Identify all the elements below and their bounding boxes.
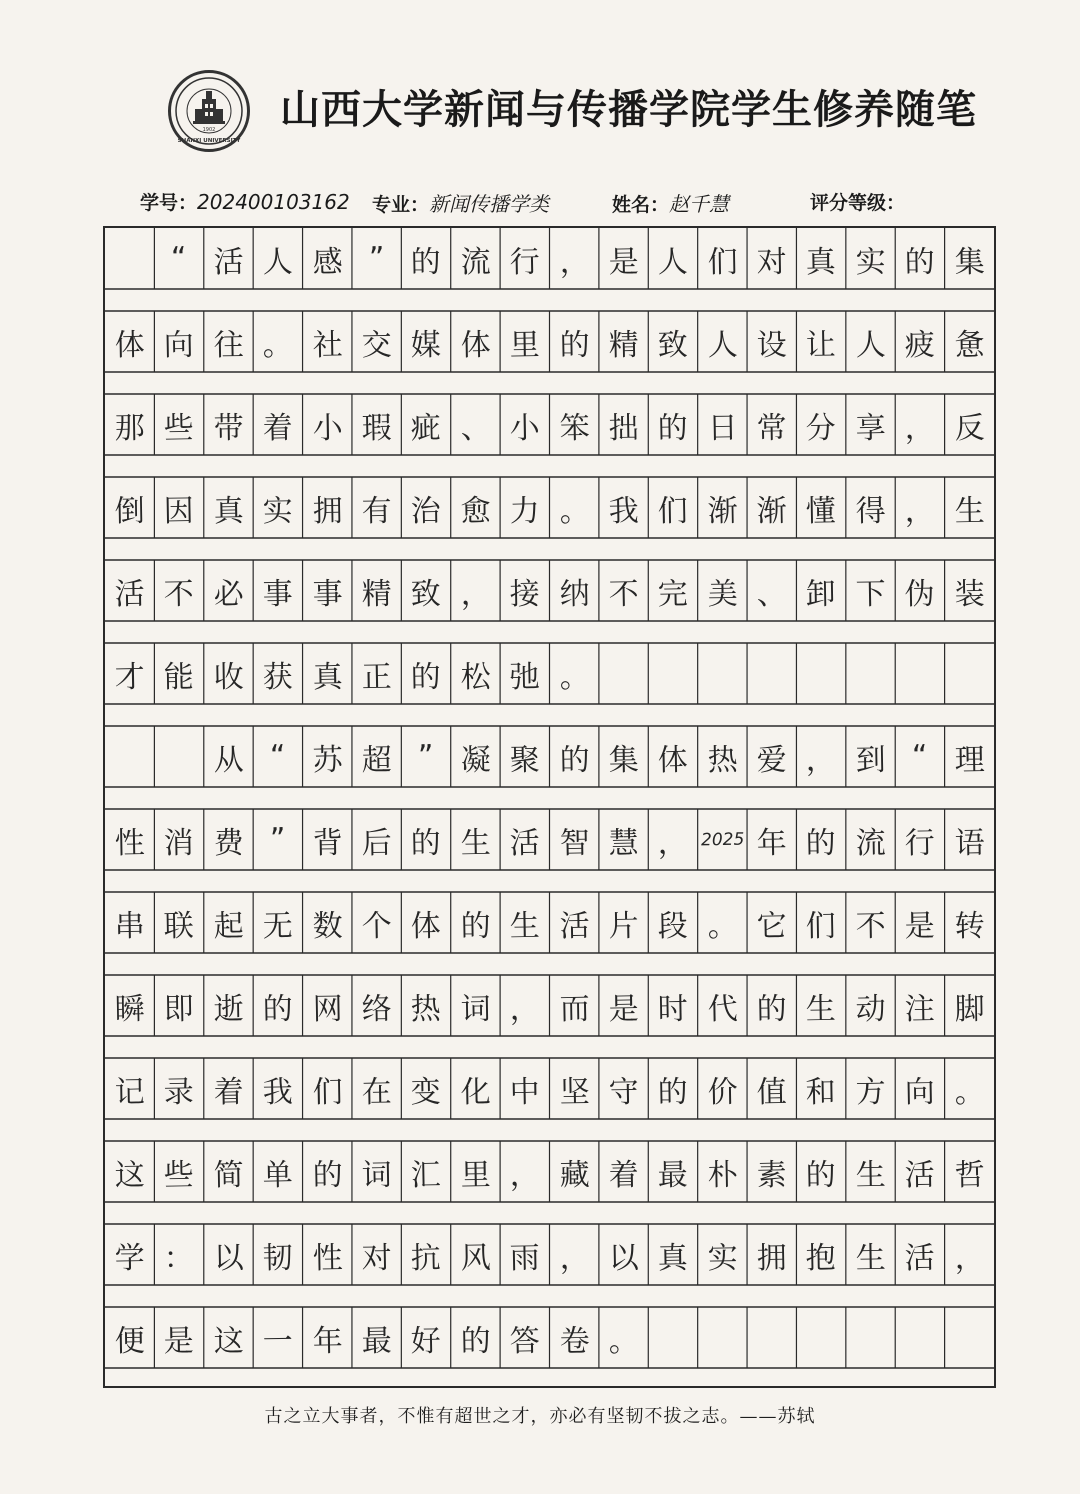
essay-char: 交 bbox=[361, 327, 392, 363]
essay-char: 卷 bbox=[558, 1323, 590, 1359]
essay-char: 热 bbox=[707, 742, 738, 778]
essay-char: 、 bbox=[460, 410, 491, 446]
essay-char: 活 bbox=[509, 825, 541, 861]
essay-char: 录 bbox=[163, 1074, 195, 1110]
major-field bbox=[372, 188, 549, 217]
essay-char: ， bbox=[509, 1157, 541, 1193]
essay-char: 的 bbox=[657, 410, 689, 446]
essay-char: 代 bbox=[707, 991, 738, 1027]
essay-char: 精 bbox=[361, 576, 392, 612]
university-logo bbox=[168, 70, 250, 152]
essay-char: ： bbox=[163, 1240, 195, 1276]
essay-line bbox=[105, 394, 994, 455]
essay-char: 常 bbox=[756, 410, 788, 446]
essay-char: 守 bbox=[608, 1074, 639, 1110]
essay-char: 有 bbox=[361, 493, 392, 529]
essay-char: 。 bbox=[558, 659, 590, 695]
essay-char: 时 bbox=[657, 991, 689, 1027]
essay-char: 活 bbox=[213, 244, 244, 280]
essay-char: 答 bbox=[509, 1323, 541, 1359]
essay-char: 着 bbox=[213, 1074, 244, 1110]
essay-char: 笨 bbox=[558, 410, 590, 446]
page-title: 山西大学新闻与传播学院学生修养随笔 bbox=[280, 86, 977, 133]
essay-char: 们 bbox=[311, 1074, 343, 1110]
essay-char: 简 bbox=[213, 1157, 244, 1193]
essay-char: 的 bbox=[657, 1074, 689, 1110]
essay-char: 络 bbox=[361, 991, 392, 1027]
essay-char: 好 bbox=[410, 1323, 442, 1359]
essay-char: 体 bbox=[410, 908, 442, 944]
essay-char: 逝 bbox=[213, 991, 244, 1027]
student-id-value: 202400103162 bbox=[197, 190, 350, 214]
essay-char: 些 bbox=[163, 410, 195, 446]
essay-char: 里 bbox=[460, 1157, 491, 1193]
essay-char: 下 bbox=[855, 576, 886, 612]
essay-char: 串 bbox=[114, 908, 146, 944]
essay-char: 聚 bbox=[509, 742, 541, 778]
essay-char: 词 bbox=[460, 991, 491, 1027]
essay-char: 卸 bbox=[805, 576, 837, 612]
essay-char: 体 bbox=[657, 742, 689, 778]
essay-char: 理 bbox=[954, 742, 985, 778]
essay-char: 网 bbox=[311, 991, 343, 1027]
essay-char: 汇 bbox=[410, 1157, 442, 1193]
essay-char: 中 bbox=[509, 1074, 541, 1110]
essay-char: 渐 bbox=[756, 493, 788, 529]
essay-char: 素 bbox=[756, 1157, 788, 1193]
essay-char: 拙 bbox=[608, 410, 639, 446]
essay-char: 流 bbox=[460, 244, 491, 280]
essay-char: 年 bbox=[756, 825, 788, 861]
essay-char: 的 bbox=[756, 991, 788, 1027]
essay-char: 脚 bbox=[954, 991, 985, 1027]
essay-char: ， bbox=[805, 742, 837, 778]
logo-text: SHANXI UNIVERSITY bbox=[177, 138, 241, 144]
essay-char: 。 bbox=[608, 1323, 639, 1359]
essay-char: 事 bbox=[262, 576, 294, 612]
essay-char: 收 bbox=[213, 659, 244, 695]
essay-char: 致 bbox=[657, 327, 689, 363]
essay-char: 变 bbox=[410, 1074, 442, 1110]
essay-char: 我 bbox=[608, 493, 639, 529]
essay-char: 必 bbox=[213, 576, 244, 612]
essay-char: 往 bbox=[213, 327, 244, 363]
essay-char: 这 bbox=[213, 1323, 244, 1359]
essay-char: 分 bbox=[805, 410, 837, 446]
essay-line bbox=[105, 892, 994, 953]
essay-char: 力 bbox=[509, 493, 541, 529]
name-label: 姓名： bbox=[612, 194, 670, 216]
essay-line bbox=[105, 1307, 994, 1368]
essay-char: 抱 bbox=[805, 1240, 837, 1276]
essay-char: 体 bbox=[460, 327, 491, 363]
essay-char: 一 bbox=[262, 1323, 294, 1359]
essay-char: 风 bbox=[460, 1240, 491, 1276]
essay-char: 的 bbox=[311, 1157, 343, 1193]
essay-char: 设 bbox=[756, 327, 788, 363]
grade-field bbox=[810, 188, 905, 215]
essay-char: 片 bbox=[608, 908, 639, 944]
essay-char: 感 bbox=[311, 244, 343, 280]
essay-char: 在 bbox=[361, 1074, 392, 1110]
essay-char: 记 bbox=[114, 1074, 146, 1110]
essay-char: 苏 bbox=[311, 742, 343, 778]
essay-char: 最 bbox=[361, 1323, 392, 1359]
essay-char: 伪 bbox=[904, 576, 936, 612]
essay-char: 疲 bbox=[904, 327, 936, 363]
essay-char: 日 bbox=[707, 410, 738, 446]
name-field bbox=[612, 188, 729, 217]
essay-char: 纳 bbox=[558, 576, 590, 612]
essay-char: 小 bbox=[509, 410, 541, 446]
essay-char: 装 bbox=[954, 576, 985, 612]
name-value: 赵千慧 bbox=[669, 192, 730, 216]
footer-quote: 古之立大事者，不惟有超世之才，亦必有坚韧不拔之志。——苏轼 bbox=[264, 1406, 816, 1427]
essay-char: 和 bbox=[805, 1074, 837, 1110]
essay-line bbox=[105, 477, 994, 538]
essay-char: 的 bbox=[410, 244, 442, 280]
essay-char: 得 bbox=[855, 493, 886, 529]
essay-char: 惫 bbox=[954, 327, 985, 363]
essay-char: 能 bbox=[163, 659, 195, 695]
student-id-field bbox=[140, 188, 350, 215]
essay-char: 的 bbox=[904, 244, 936, 280]
logo-year: 1902 bbox=[202, 127, 216, 133]
essay-line bbox=[105, 726, 994, 787]
essay-char: ， bbox=[460, 576, 491, 612]
essay-char: 实 bbox=[707, 1240, 738, 1276]
essay-char: 行 bbox=[904, 825, 936, 861]
essay-char: 接 bbox=[509, 576, 541, 612]
essay-char: 是 bbox=[163, 1323, 195, 1359]
essay-char: 人 bbox=[657, 244, 689, 280]
essay-char: ， bbox=[904, 410, 936, 446]
essay-char: 是 bbox=[904, 908, 936, 944]
essay-char: 些 bbox=[163, 1157, 195, 1193]
essay-char: 愈 bbox=[460, 493, 491, 529]
essay-char: 韧 bbox=[262, 1240, 294, 1276]
essay-line bbox=[105, 311, 994, 372]
essay-char: 的 bbox=[805, 825, 837, 861]
essay-char: 从 bbox=[213, 742, 244, 778]
essay-char: 的 bbox=[460, 908, 491, 944]
essay-char: 。 bbox=[262, 327, 294, 363]
essay-char: 性 bbox=[114, 825, 146, 861]
essay-char: 对 bbox=[756, 244, 788, 280]
essay-char: ” bbox=[269, 821, 286, 858]
essay-char: 人 bbox=[262, 244, 294, 280]
major-label: 专业： bbox=[372, 194, 430, 216]
essay-char: 生 bbox=[460, 825, 491, 861]
essay-char: 价 bbox=[707, 1074, 738, 1110]
essay-char: 懂 bbox=[805, 493, 837, 529]
essay-char: “ bbox=[170, 240, 188, 277]
essay-char: 着 bbox=[608, 1157, 639, 1193]
essay-char: 生 bbox=[805, 991, 837, 1027]
essay-char: 的 bbox=[410, 659, 442, 695]
essay-char: 后 bbox=[361, 825, 392, 861]
essay-line bbox=[105, 1058, 994, 1119]
essay-char: 哲 bbox=[954, 1157, 985, 1193]
essay-char: 正 bbox=[361, 659, 392, 695]
essay-char: 段 bbox=[657, 908, 689, 944]
essay-char: ， bbox=[558, 244, 590, 280]
essay-char: 。 bbox=[558, 493, 590, 529]
essay-char: 社 bbox=[311, 327, 343, 363]
essay-char: 生 bbox=[954, 493, 985, 529]
essay-char: 这 bbox=[114, 1157, 146, 1193]
essay-char: 转 bbox=[954, 908, 985, 944]
essay-char: ” bbox=[417, 738, 435, 775]
essay-char: 小 bbox=[311, 410, 343, 446]
essay-char: 单 bbox=[262, 1157, 294, 1193]
essay-char: 以 bbox=[608, 1240, 639, 1276]
essay-char: 行 bbox=[509, 244, 541, 280]
essay-char: 的 bbox=[460, 1323, 491, 1359]
essay-char: 真 bbox=[213, 493, 244, 529]
essay-line bbox=[105, 975, 994, 1036]
essay-char: 背 bbox=[311, 825, 343, 861]
essay-char: 联 bbox=[163, 908, 195, 944]
essay-char: 藏 bbox=[558, 1157, 590, 1193]
essay-char: 真 bbox=[311, 659, 343, 695]
essay-char: 实 bbox=[855, 244, 886, 280]
essay-char: 活 bbox=[904, 1240, 936, 1276]
essay-char: 爱 bbox=[756, 742, 788, 778]
essay-char: 活 bbox=[558, 908, 590, 944]
essay-char: 活 bbox=[904, 1157, 936, 1193]
essay-char: 美 bbox=[707, 576, 738, 612]
essay-line bbox=[105, 560, 994, 621]
essay-char: 年 bbox=[311, 1323, 343, 1359]
essay-char: 词 bbox=[361, 1157, 392, 1193]
essay-char: 凝 bbox=[460, 742, 491, 778]
major-value: 新闻传播学类 bbox=[429, 192, 550, 216]
essay-char: 生 bbox=[855, 1157, 886, 1193]
essay-char: 精 bbox=[608, 327, 639, 363]
essay-char: 值 bbox=[756, 1074, 788, 1110]
essay-char: ， bbox=[904, 493, 936, 529]
essay-char: 的 bbox=[410, 825, 442, 861]
essay-char: 们 bbox=[707, 244, 738, 280]
essay-char: 的 bbox=[558, 742, 590, 778]
essay-char: 以 bbox=[213, 1240, 244, 1276]
essay-char: 倒 bbox=[114, 493, 146, 529]
essay-char: 才 bbox=[114, 659, 146, 695]
essay-char: 享 bbox=[855, 410, 886, 446]
essay-char: 、 bbox=[756, 576, 788, 612]
essay-char: 生 bbox=[509, 908, 541, 944]
essay-char: 里 bbox=[509, 327, 541, 363]
essay-char: 起 bbox=[213, 908, 244, 944]
essay-char: 让 bbox=[805, 327, 837, 363]
essay-char: 化 bbox=[460, 1074, 491, 1110]
essay-char: 媒 bbox=[410, 327, 442, 363]
essay-char: 活 bbox=[114, 576, 146, 612]
essay-char: 人 bbox=[855, 327, 886, 363]
essay-char: 是 bbox=[608, 244, 639, 280]
essay-char: 带 bbox=[213, 410, 244, 446]
essay-char: 瞬 bbox=[114, 991, 146, 1027]
writing-grid bbox=[103, 226, 996, 1388]
grade-label: 评分等级： bbox=[810, 192, 906, 214]
essay-char: “ bbox=[269, 738, 286, 775]
essay-char: 雨 bbox=[509, 1240, 541, 1276]
essay-line bbox=[105, 809, 994, 870]
essay-char: 事 bbox=[311, 576, 343, 612]
student-id-label: 学号： bbox=[140, 192, 198, 214]
essay-line bbox=[105, 643, 994, 704]
essay-char: 热 bbox=[410, 991, 442, 1027]
essay-char: 方 bbox=[855, 1074, 886, 1110]
essay-char: 坚 bbox=[558, 1074, 590, 1110]
essay-char: ， bbox=[657, 825, 689, 861]
essay-char: 学 bbox=[114, 1240, 146, 1276]
essay-char: 人 bbox=[707, 327, 738, 363]
essay-char: 疵 bbox=[410, 410, 442, 446]
essay-char: 动 bbox=[855, 991, 886, 1027]
essay-char: 而 bbox=[558, 991, 590, 1027]
essay-line bbox=[105, 1141, 994, 1202]
essay-char: 的 bbox=[558, 327, 590, 363]
essay-char: 的 bbox=[805, 1157, 837, 1193]
essay-char: 便 bbox=[114, 1323, 146, 1359]
essay-char: 体 bbox=[114, 327, 146, 363]
essay-char: 无 bbox=[262, 908, 294, 944]
essay-char: 瑕 bbox=[361, 410, 392, 446]
essay-char: 真 bbox=[657, 1240, 689, 1276]
essay-char: 。 bbox=[707, 908, 738, 944]
essay-char: ” bbox=[368, 240, 385, 277]
essay-char: 流 bbox=[855, 825, 886, 861]
essay-char: 超 bbox=[361, 742, 392, 778]
essay-char: 生 bbox=[855, 1240, 886, 1276]
essay-char: 向 bbox=[163, 327, 195, 363]
essay-char: 它 bbox=[756, 908, 788, 944]
essay-char: 即 bbox=[163, 991, 195, 1027]
essay-char: 不 bbox=[855, 908, 886, 944]
essay-char: 到 bbox=[855, 742, 886, 778]
essay-char: 数 bbox=[311, 908, 343, 944]
essay-char: 朴 bbox=[707, 1157, 738, 1193]
essay-char: 集 bbox=[608, 742, 639, 778]
essay-char: 不 bbox=[608, 576, 639, 612]
essay-char: ， bbox=[509, 991, 541, 1027]
essay-char: 2025 bbox=[700, 829, 745, 850]
essay-char: 那 bbox=[114, 410, 146, 446]
essay-line bbox=[105, 228, 994, 289]
essay-char: 性 bbox=[311, 1240, 343, 1276]
essay-char: 我 bbox=[262, 1074, 294, 1110]
essay-char: 松 bbox=[460, 659, 491, 695]
essay-char: 对 bbox=[361, 1240, 392, 1276]
essay-line bbox=[105, 1224, 994, 1285]
essay-char: 致 bbox=[410, 576, 442, 612]
essay-char: 完 bbox=[657, 576, 689, 612]
essay-char: 语 bbox=[954, 825, 985, 861]
essay-char: 因 bbox=[163, 493, 195, 529]
essay-char: 真 bbox=[805, 244, 837, 280]
essay-char: ， bbox=[954, 1240, 985, 1276]
essay-char: 实 bbox=[262, 493, 294, 529]
essay-char: 治 bbox=[410, 493, 442, 529]
essay-char: “ bbox=[911, 738, 928, 775]
essay-char: 是 bbox=[608, 991, 639, 1027]
essay-char: 消 bbox=[163, 825, 195, 861]
essay-char: 弛 bbox=[509, 659, 541, 695]
essay-char: 向 bbox=[904, 1074, 936, 1110]
essay-char: 们 bbox=[657, 493, 689, 529]
essay-char: 。 bbox=[954, 1074, 985, 1110]
essay-char: 个 bbox=[361, 908, 392, 944]
essay-char: 抗 bbox=[410, 1240, 442, 1276]
essay-char: 慧 bbox=[608, 825, 639, 861]
essay-char: 拥 bbox=[756, 1240, 788, 1276]
essay-char: 反 bbox=[954, 410, 985, 446]
university-seal-icon bbox=[171, 73, 247, 149]
essay-char: 注 bbox=[904, 991, 936, 1027]
essay-char: 费 bbox=[213, 825, 244, 861]
essay-char: 着 bbox=[262, 410, 294, 446]
essay-char: 们 bbox=[805, 908, 837, 944]
essay-char: 集 bbox=[954, 244, 985, 280]
essay-char: ， bbox=[558, 1240, 590, 1276]
essay-char: 获 bbox=[262, 659, 294, 695]
essay-char: 智 bbox=[558, 825, 590, 861]
essay-char: 不 bbox=[163, 576, 195, 612]
essay-char: 渐 bbox=[707, 493, 738, 529]
essay-char: 最 bbox=[657, 1157, 689, 1193]
essay-char: 拥 bbox=[311, 493, 343, 529]
essay-char: 的 bbox=[262, 991, 294, 1027]
